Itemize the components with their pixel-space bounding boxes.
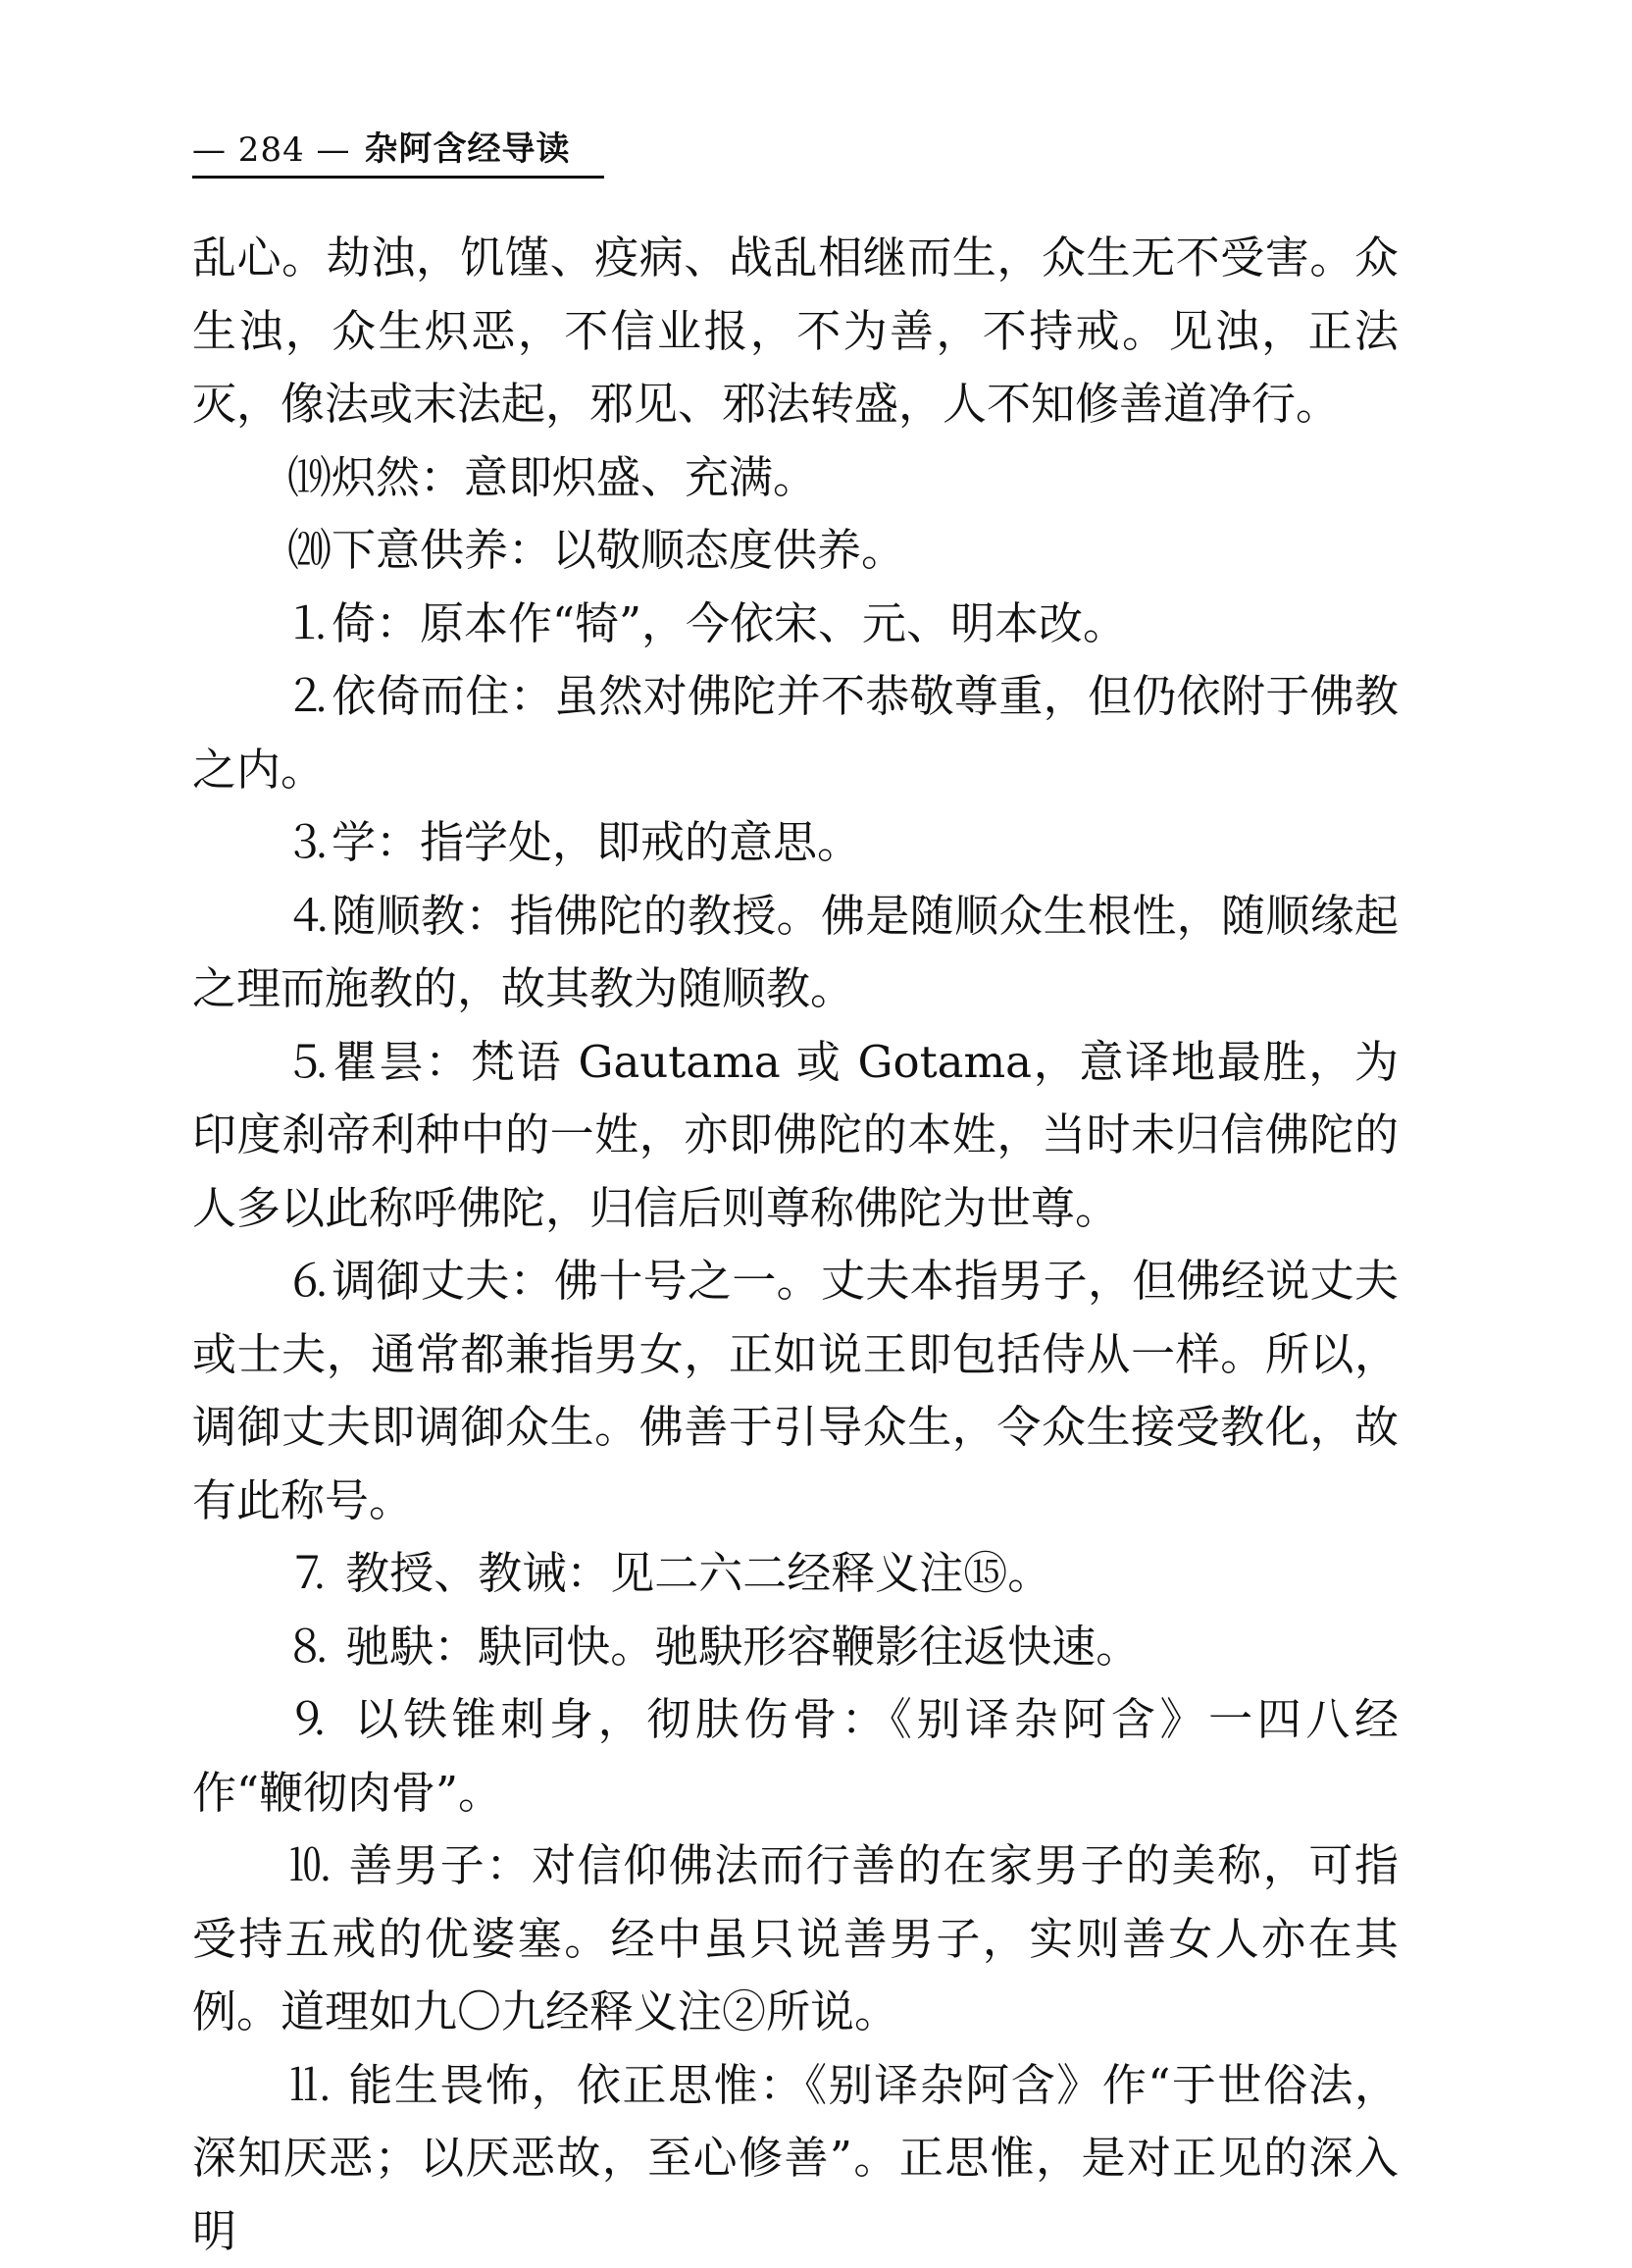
- footnote-209: ⒐ 以铁锥刺身，彻肤伤骨：《别译杂阿含》一四八经作“鞭彻肉骨”。: [192, 1683, 1399, 1830]
- footnote-207: ⒎ 教授、教诫：见二六二经释义注⑮。: [192, 1537, 1399, 1611]
- footnote-211: ⒒ 能生畏怖，依正思惟：《别译杂阿含》作“于世俗法，深知厌恶；以厌恶故，至心修善”。正思惟，是对正见的深入明: [192, 2049, 1399, 2268]
- footnote-200: ⒇下意供养：以敬顺态度供养。: [192, 514, 1399, 588]
- running-header: [192, 124, 604, 179]
- footnote-204: ⒋随顺教：指佛陀的教授。佛是随顺众生根性，随顺缘起之理而施教的，故其教为随顺教。: [192, 880, 1399, 1026]
- footnote-203: ⒊学：指学处，即戒的意思。: [192, 806, 1399, 880]
- footnote-199: ⒆炽然：意即炽盛、充满。: [192, 441, 1399, 515]
- page-number: — 284 —: [192, 130, 351, 170]
- footnote-201: ⒈倚：原本作“犄”，今依宋、元、明本改。: [192, 588, 1399, 661]
- footnote-208: ⒏ 驰駃：駃同快。驰駃形容鞭影往返快速。: [192, 1611, 1399, 1684]
- footnote-206: ⒍调御丈夫：佛十号之一。丈夫本指男子，但佛经说丈夫或士夫，通常都兼指男女，正如说王即包括侍从一样。所以，调御丈夫即调御众生。佛善于引导众生，令众生接受教化，故有此称号。: [192, 1245, 1399, 1537]
- footnote-202: ⒉依倚而住：虽然对佛陀并不恭敬尊重，但仍依附于佛教之内。: [192, 660, 1399, 806]
- footnote-210: ⒑ 善男子：对信仰佛法而行善的在家男子的美称，可指受持五戒的优婆塞。经中虽只说善男子，实则善女人亦在其例。道理如九〇九经释义注②所说。: [192, 1830, 1399, 2049]
- footnote-205: ⒌瞿昙：梵语 Gautama 或 Gotama，意译地最胜，为印度刹帝利种中的一姓，亦即佛陀的本姓，当时未归信佛陀的人多以此称呼佛陀，归信后则尊称佛陀为世尊。: [192, 1026, 1399, 1246]
- book-title: 杂阿含经导读: [365, 122, 571, 170]
- body-text: [192, 222, 1399, 2268]
- paragraph-continuation: 乱心。劫浊，饥馑、疫病、战乱相继而生，众生无不受害。众生浊，众生炽恶，不信业报，不为善，不持戒。见浊，正法灭，像法或末法起，邪见、邪法转盛，人不知修善道净行。: [192, 222, 1399, 441]
